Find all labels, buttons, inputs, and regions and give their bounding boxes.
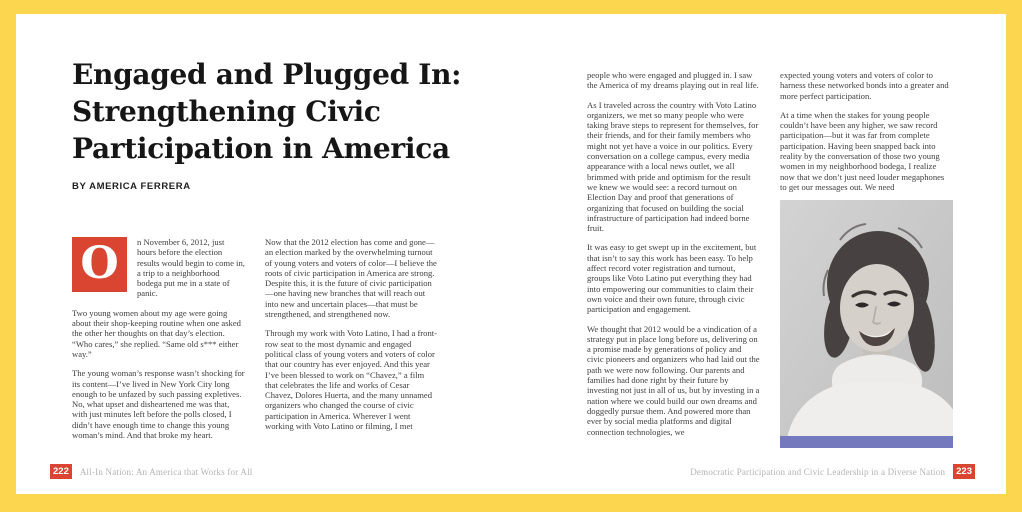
paragraph: expected young voters and voters of color to harness these networked bonds into a greater and more perfect participation. xyxy=(780,70,949,101)
author-photo xyxy=(780,200,953,448)
byline: BY AMERICA FERRERA xyxy=(72,181,191,192)
article-title xyxy=(72,56,511,167)
paragraph: n November 6, 2012, just hours before the election results would begin to come in, a trip to a neighborhood bodega put me in a state of panic. xyxy=(137,237,245,299)
paragraph: Two young women about my age were going about their shop-keeping routine when one asked the other her thoughts on that day’s election. “Who cares,” she replied. “Same old s*** either way.” xyxy=(72,307,241,359)
page-left xyxy=(16,14,511,494)
footer-chapter-title: Democratic Participation and Civic Leadership in a Diverse Nation xyxy=(690,466,946,477)
paragraph: As I traveled across the country with Voto Latino organizers, we met so many people who were taking brave steps to represent for themselves, for their friends, and for their family members who might not yet have a voice in our politics. Every conversation on a college campus, every media appearance with a local news outlet, we all brimmed with pride and optimism for the result we knew we would see: a record turnout on Election Day and proof that generations of organizing that focused on building the social infrastructure of participation had indeed borne fruit. xyxy=(587,99,759,234)
title-line: Participation in America xyxy=(72,132,450,165)
footer-book-title: All-In Nation: An America that Works for All xyxy=(79,466,253,477)
book-spread xyxy=(16,14,1006,494)
right-page-column-2-text xyxy=(780,70,953,196)
footer-left xyxy=(50,464,253,479)
footer-right xyxy=(690,464,975,479)
dropcap-letter: O xyxy=(72,237,127,292)
paragraph: We thought that 2012 would be a vindication of a strategy put in place long before us, delivering on a promise made by generations of policy and civic pioneers and organizers who had laid out the path we were now following. Our parents and families had done right by their future by investing not just in all of us, but by investing in a nation where we could build our own dreams and doggedly pursue them. And powered more than ever by social media platforms and digital connection technologies, we xyxy=(587,323,760,437)
paragraph: The young woman’s response wasn’t shocking for its content—I’ve lived in New York City long enough to be unfazed by such passing expletives. No, what upset and disheartened me was that, with just minutes left before the polls closed, I didn’t have enough time to change this young woman’s mind. And that broke my heart. xyxy=(72,368,245,441)
page-number-badge: 223 xyxy=(953,464,975,479)
paragraph: people who were engaged and plugged in. I saw the America of my dreams playing out in real life. xyxy=(587,70,759,91)
title-line: Strengthening Civic xyxy=(72,95,381,128)
right-page-column-2 xyxy=(780,70,953,448)
opening-paragraph xyxy=(72,237,245,299)
paragraph: At a time when the stakes for young people couldn’t have been any higher, we saw record participation—but it was far from complete participation. Having been snapped back into reality by the conversation of those two young women in my neighborhood bodega, I realize now that we don’t just need louder megaphones to get our messages out. We need xyxy=(780,109,945,192)
left-page-columns xyxy=(72,237,511,449)
paragraph: It was easy to get swept up in the excitement, but that isn’t to say this work has been easy. To help affect record voter registration and turnout, groups like Voto Latino put everything they had into empowering our communities to claim their own voice and their own future, through civic participation and engagement. xyxy=(587,242,757,315)
left-page-column-1 xyxy=(72,237,245,449)
page-right xyxy=(511,14,1006,494)
right-page-columns xyxy=(587,70,1006,448)
paragraph: Now that the 2012 election has come and gone—an election marked by the overwhelming turnout of young voters and voters of color—I believe the roots of civic participation in America are strong. Despite this, it is the future of civic participation—one having new branches that will reach out into new and uncertain places—that must be strengthened, and strengthened now. xyxy=(265,237,437,320)
right-page-column-1 xyxy=(587,70,760,448)
paragraph: Through my work with Voto Latino, I had a front-row seat to the most dynamic and engaged political class of young voters and voters of color that our country has ever enjoyed. And this year I’ve been blessed to work on “Chavez,” a film that celebrates the life and works of Cesar Chavez, Dolores Huerta, and the many unnamed organizers who changed the course of civic participation in America. Wherever I went working with Voto Latino or filming, I met xyxy=(265,328,438,432)
page-number-badge: 222 xyxy=(50,464,72,479)
title-line: Engaged and Plugged In: xyxy=(72,58,462,91)
left-page-column-2 xyxy=(265,237,438,449)
